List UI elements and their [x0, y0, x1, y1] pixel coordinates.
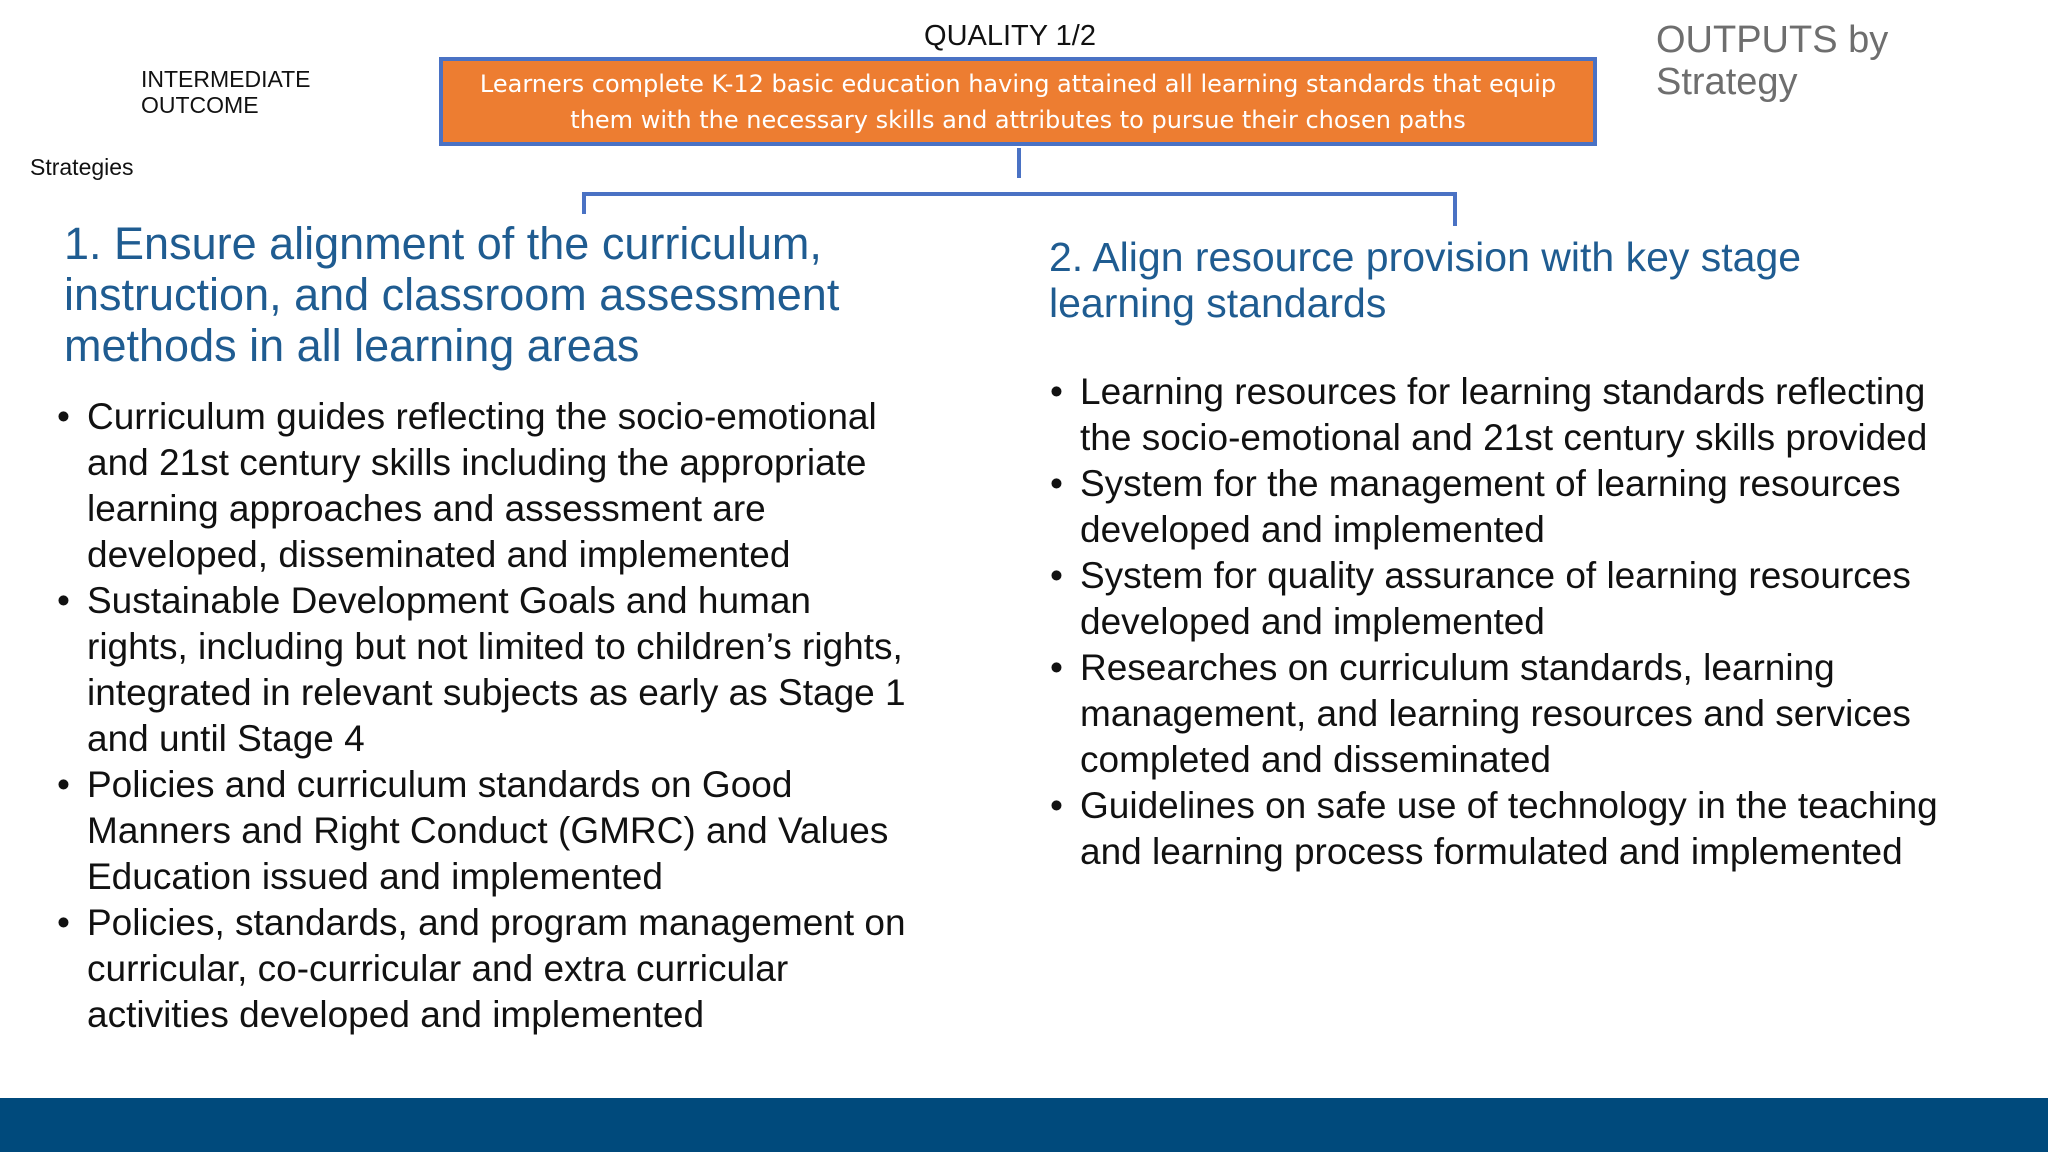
- list-item-line: • Curriculum guides reflecting the socio-emotional: [87, 396, 877, 437]
- list-item-line: developed and implemented: [1080, 601, 1545, 642]
- list-item: [1050, 783, 1938, 875]
- list-item-line: and learning process formulated and implemented: [1080, 831, 1903, 872]
- outcome-text-line: them with the necessary skills and attributes to pursue their chosen paths: [570, 105, 1466, 134]
- list-item-line: Education issued and implemented: [87, 856, 663, 897]
- list-item: [57, 578, 906, 762]
- list-item: [57, 762, 906, 900]
- strategy-2-title-line: 2. Align resource provision with key stage: [1049, 234, 1802, 280]
- intermediate-outcome-label: [141, 66, 311, 118]
- outcome-text-line: Learners complete K-12 basic education having attained all learning standards that equip: [479, 69, 1557, 98]
- strategy-1-title-line: instruction, and classroom assessment: [64, 269, 840, 320]
- strategy-2-title-line: learning standards: [1049, 280, 1387, 326]
- strategy-1-title: [64, 218, 839, 371]
- outputs-by-strategy-title: [1656, 19, 1888, 103]
- strategy-2-title: [1049, 234, 1801, 326]
- strategies-label: Strategies: [30, 154, 134, 180]
- outcome-text: [480, 66, 1556, 138]
- list-item-line: management, and learning resources and services: [1080, 693, 1911, 734]
- list-item: [57, 394, 906, 578]
- list-item: [1050, 461, 1938, 553]
- list-item-line: • Learning resources for learning standards reflecting: [1080, 371, 1926, 412]
- strategy-1-title-line: 1. Ensure alignment of the curriculum,: [64, 218, 822, 269]
- list-item: [1050, 553, 1938, 645]
- strategy-1-output-list: [57, 394, 906, 1038]
- outputs-title-line: OUTPUTS by: [1656, 19, 1889, 61]
- footer-bar: [0, 1098, 2048, 1152]
- list-item-line: developed and implemented: [1080, 509, 1545, 550]
- list-item-line: • Policies and curriculum standards on Good: [87, 764, 793, 805]
- list-item: [1050, 645, 1938, 783]
- list-item-line: activities developed and implemented: [87, 994, 705, 1035]
- outputs-title-line: Strategy: [1656, 61, 1798, 103]
- list-item-line: and until Stage 4: [87, 718, 365, 759]
- list-item-line: rights, including but not limited to children’s rights,: [87, 626, 903, 667]
- intermediate-outcome-label-line: OUTCOME: [141, 92, 259, 118]
- list-item-line: learning approaches and assessment are: [87, 488, 766, 529]
- strategy-1-title-line: methods in all learning areas: [64, 320, 640, 371]
- list-item-line: • System for the management of learning resources: [1080, 463, 1901, 504]
- list-item-line: integrated in relevant subjects as early as Stage 1: [87, 672, 906, 713]
- list-item-line: • System for quality assurance of learning resources: [1080, 555, 1911, 596]
- list-item-line: and 21st century skills including the appropriate: [87, 442, 867, 483]
- list-item: [1050, 369, 1938, 461]
- list-item-line: Manners and Right Conduct (GMRC) and Values: [87, 810, 889, 851]
- list-item-line: the socio-emotional and 21st century skills provided: [1080, 417, 1928, 458]
- page-title: QUALITY 1/2: [924, 20, 1096, 52]
- list-item-line: • Researches on curriculum standards, learning: [1080, 647, 1835, 688]
- intermediate-outcome-label-line: INTERMEDIATE: [141, 66, 311, 92]
- list-item-line: curricular, co-curricular and extra curricular: [87, 948, 789, 989]
- intermediate-outcome-box: [439, 57, 1597, 146]
- list-item-line: completed and disseminated: [1080, 739, 1552, 780]
- list-item-line: developed, disseminated and implemented: [87, 534, 791, 575]
- list-item-line: • Policies, standards, and program management on: [87, 902, 906, 943]
- list-item: [57, 900, 906, 1038]
- list-item-line: • Sustainable Development Goals and human: [87, 580, 812, 621]
- strategy-2-output-list: [1050, 369, 1938, 875]
- list-item-line: • Guidelines on safe use of technology in the teaching: [1080, 785, 1938, 826]
